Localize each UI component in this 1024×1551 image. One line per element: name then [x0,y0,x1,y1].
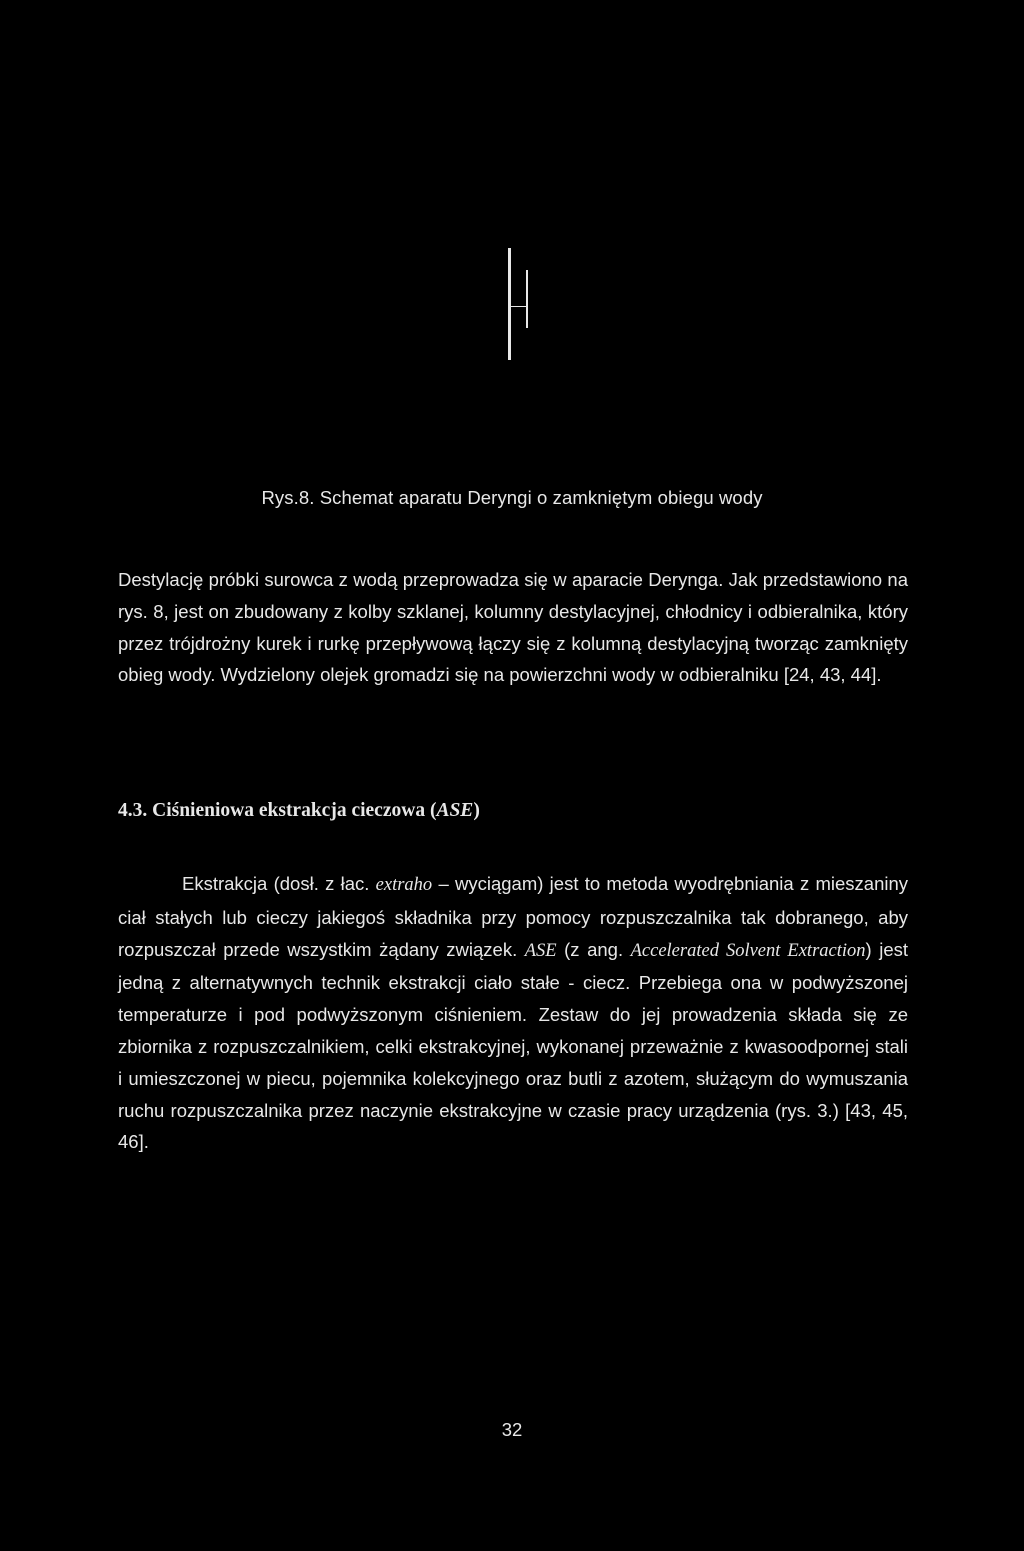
paragraph-ase: Ekstrakcja (dosł. z łac. extraho – wyciągam) jest to metoda wyodrębniania z mieszaniny ciał stałych lub cieczy jakiegoś składnika przy pomocy rozpuszczalnika tak dobranego, aby rozpuszczał przede wszystkim żądany związek. ASE (z ang. Accelerated Solvent Extraction) jest jedną z alternatywnych technik ekstrakcji ciało stałe - ciecz. Przebiega ona w podwyższonej temperaturze i pod podwyższonym ciśnieniem. Zestaw do jej prowadzenia składa się ze zbiornika z rozpuszczalnikiem, celki ekstrakcyjnej, wykonanej przeważnie z kwasoodpornej stali i umieszczonej w piecu, pojemnika kolekcyjnego oraz butli z azotem, służącym do wymuszania ruchu rozpuszczalnika przez naczynie ekstrakcyjne w czasie pracy urządzenia (rys. 3.) [43, 45, 46]. [118,873,909,1153]
latin-term: extraho [375,875,433,895]
page-number: 32 [501,1419,523,1440]
figure-caption: Rys.8. Schemat aparatu Deryngi o zamkniętym obiegu wody [261,487,763,508]
paragraph-derynga: Destylację próbki surowca z wodą przeprowadza się w aparacie Derynga. Jak przedstawiono na rys. 8, jest on zbudowany z kolby szklanej, kolumny destylacyjnej, chłodnicy i odbieralnika, który przez trójdrożny kurek i rurkę przepływową łączy się z kolumną destylacyjną tworząc zamknięty obieg wody. Wydzielony olejek gromadzi się na powierzchni wody w odbieralniku [24, 43, 44]. [118,569,908,686]
ase-abbr: ASE [524,940,557,961]
section-heading: 4.3. Ciśnieniowa ekstrakcja cieczowa (ASE) [118,800,480,821]
figure-remnant [508,248,532,360]
english-term: Accelerated Solvent Extraction [630,940,866,961]
section-heading-abbr: ASE [436,800,474,821]
